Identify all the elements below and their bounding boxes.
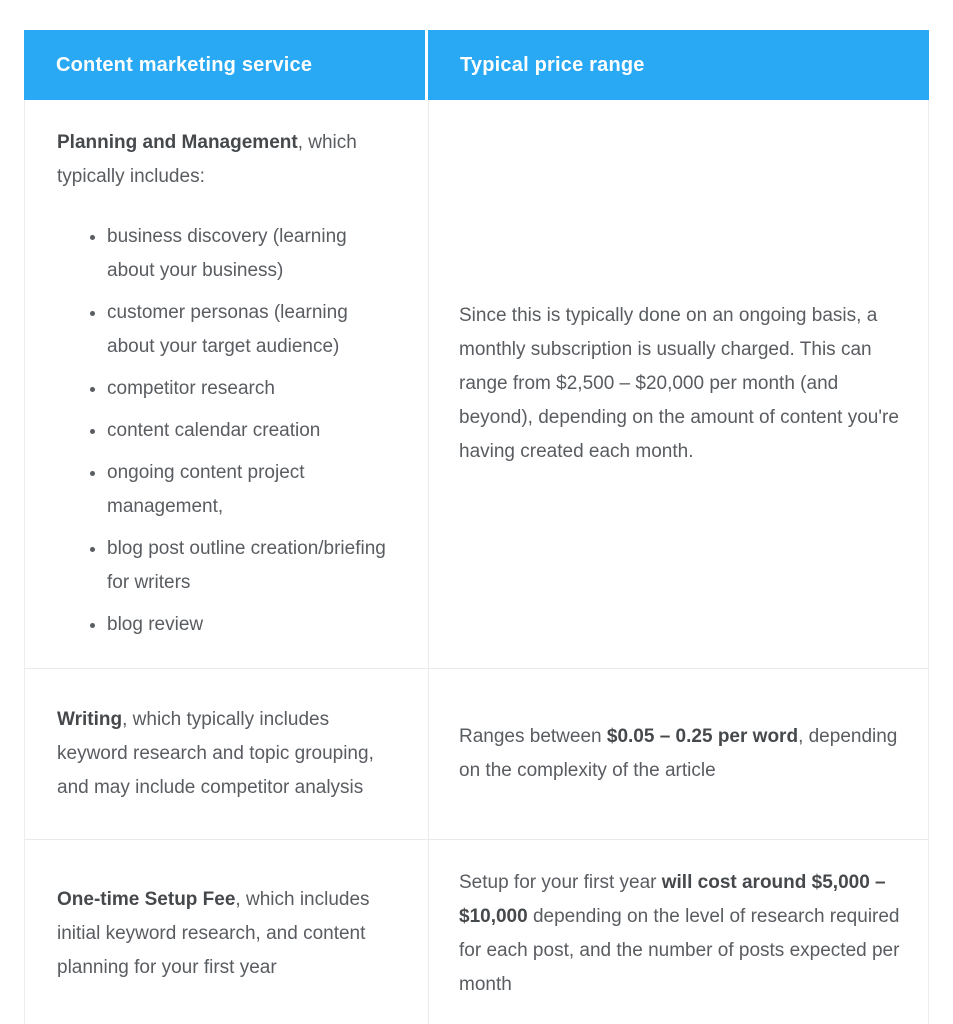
service-cell	[25, 669, 429, 839]
bullet-list	[57, 220, 398, 642]
price-cell	[429, 669, 928, 839]
pricing-table	[24, 30, 929, 1024]
text-segment: Setup for your first year	[459, 872, 662, 893]
text-segment: , depending on the complexity of the article	[459, 726, 898, 781]
table-body	[24, 100, 929, 1024]
bold-text: Writing	[57, 709, 123, 730]
price-text	[459, 299, 900, 469]
text-segment: , which typically includes:	[57, 132, 357, 187]
bold-text: One-time Setup Fee	[57, 889, 236, 910]
bold-text: will cost around $5,000 – $10,000	[459, 872, 886, 927]
bullet-item: • competitor research	[107, 372, 398, 406]
bullet-item: • customer personas (learning about your target audience)	[107, 296, 398, 364]
bullet-item: • blog post outline creation/briefing for writers	[107, 532, 398, 600]
service-intro	[57, 126, 398, 194]
bold-text: $0.05 – 0.25 per word	[606, 726, 799, 747]
bullet-item: • business discovery (learning about your business)	[107, 220, 398, 288]
table-row-planning	[25, 100, 928, 668]
header-cell-price: Typical price range	[428, 30, 929, 100]
bullet-item: • content calendar creation	[107, 414, 398, 448]
table-row-setup	[25, 839, 928, 1024]
text-segment: , which typically includes keyword research and topic grouping, and may include competitor analysis	[57, 709, 374, 798]
price-text	[459, 720, 900, 788]
price-cell	[429, 840, 928, 1024]
header-cell-service: Content marketing service	[24, 30, 428, 100]
bullet-item: • ongoing content project management,	[107, 456, 398, 524]
table-row-writing	[25, 668, 928, 839]
text-segment: Ranges between	[459, 726, 607, 747]
price-text	[459, 866, 900, 1002]
text-segment: depending on the level of research required for each post, and the number of posts expected per month	[459, 906, 900, 995]
text-segment: , which includes initial keyword research, and content planning for your first year	[57, 889, 370, 978]
service-intro	[57, 883, 398, 985]
service-cell	[25, 100, 429, 668]
table-header	[24, 30, 929, 100]
price-cell	[429, 100, 928, 668]
text-segment: Since this is typically done on an ongoing basis, a monthly subscription is usually charged. This can range from $2,500 – $20,000 per month (and beyond), depending on the amount of content you're having created each month.	[459, 305, 899, 462]
service-intro	[57, 703, 398, 805]
bullet-item: • blog review	[107, 608, 398, 642]
service-cell	[25, 840, 429, 1024]
bold-text: Planning and Management	[57, 132, 298, 153]
